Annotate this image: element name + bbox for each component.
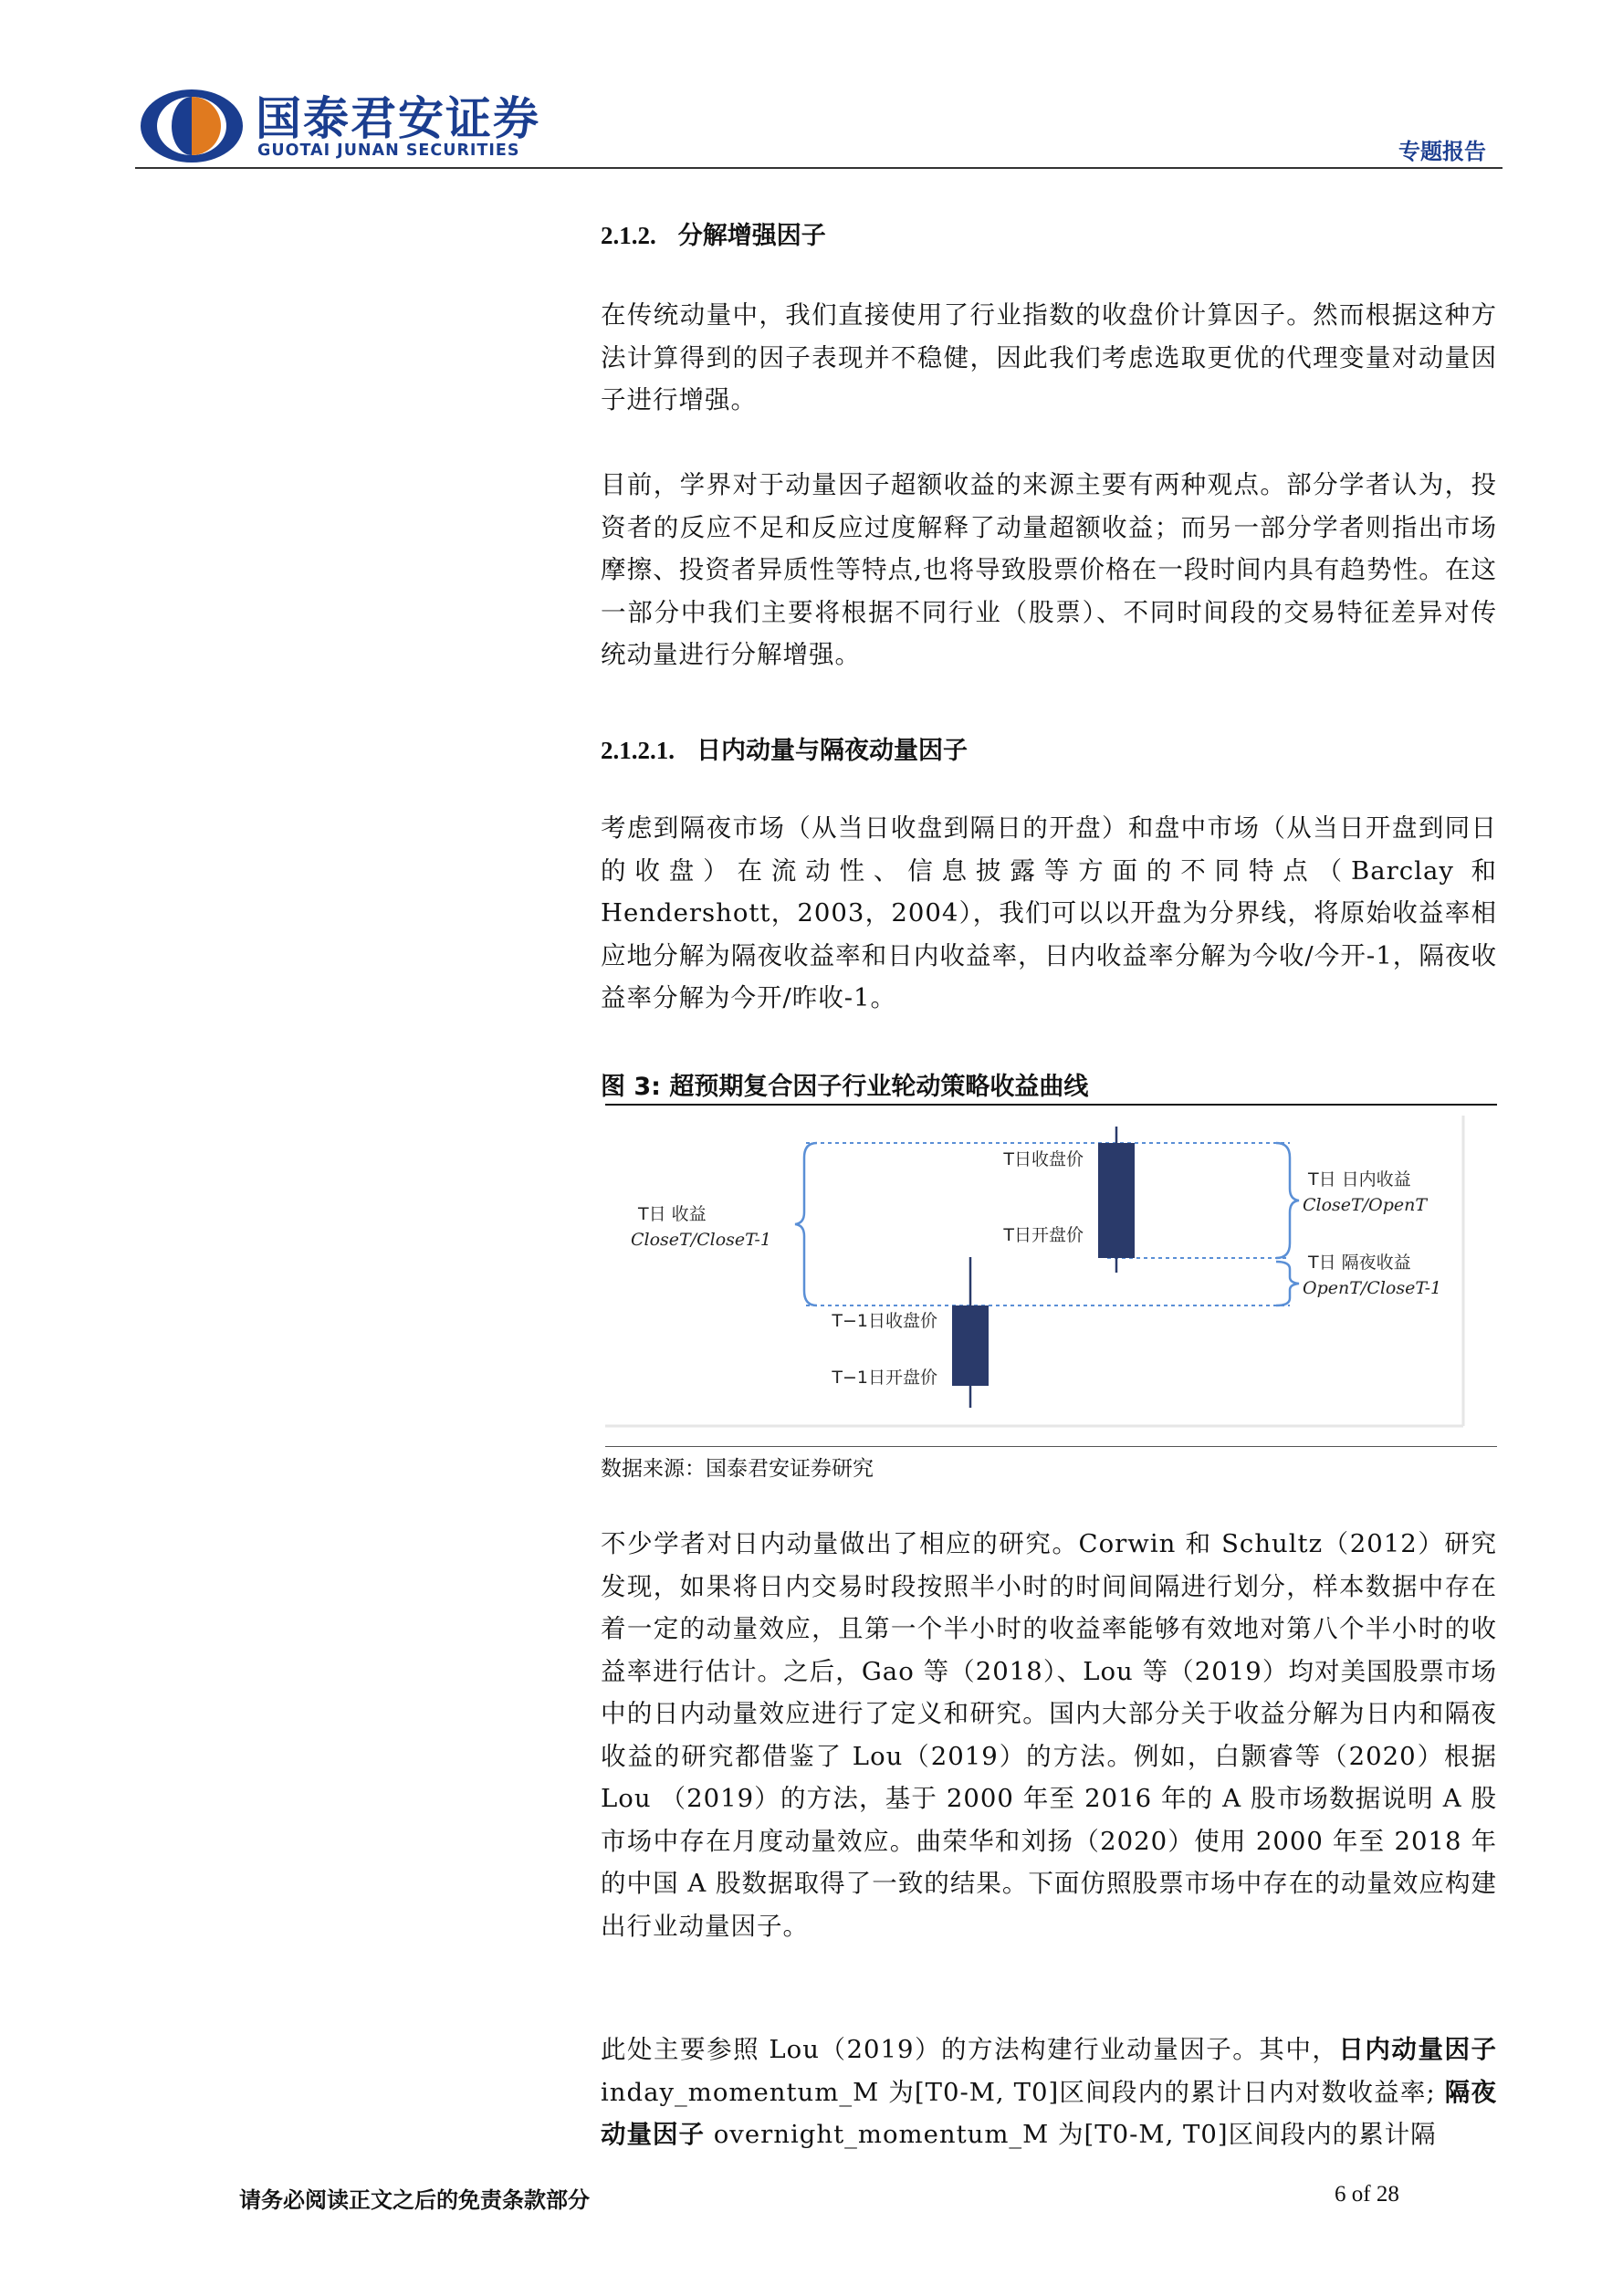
company-logo (137, 84, 593, 168)
intraday-factor-term: 日内动量因子 (1338, 2035, 1497, 2064)
report-type: 专题报告 (1398, 139, 1486, 164)
body-paragraph-2 (601, 2029, 1497, 2156)
section-title: 分解增强因子 (677, 222, 826, 250)
subsection-number: 2.1.2.1. (601, 737, 675, 764)
candle-t-body (1098, 1143, 1135, 1258)
label-overnight-title: T日 隔夜收益 (1308, 1253, 1411, 1273)
figure-top-rule (605, 1104, 1497, 1106)
label-t-return-title: T日 收益 (638, 1204, 707, 1224)
subsection-paragraph-1: 考虑到隔夜市场（从当日收盘到隔日的开盘）和盘中市场（从当日开盘到同日的收盘）在流动性、信息披露等方面的不同特点（Barclay 和 Hendershott，2003，2004），我们可以以开盘为分界线，将原始收益率相应地分解为隔夜收益率和日内收益率，日内收益率分解为今收/今开-1，隔夜收益率分解为今开/昨收-1。 (601, 813, 1497, 1012)
subsection-heading (601, 730, 1497, 766)
section-paragraph-1: 在传统动量中，我们直接使用了行业指数的收盘价计算因子。然而根据这种方法计算得到的因子表现并不稳健，因此我们考虑选取更优的代理变量对动量因子进行增强。 (601, 300, 1497, 414)
left-brace (795, 1143, 817, 1305)
label-overnight-formula: OpenT/CloseT-1 (1303, 1278, 1442, 1298)
overnight-factor-term: 隔夜动量因子 (601, 2077, 1497, 2149)
right-brace-intraday (1276, 1143, 1299, 1258)
label-intraday-title: T日 日内收益 (1308, 1169, 1411, 1190)
candle-t1-body (952, 1305, 989, 1386)
candlestick-diagram (605, 1116, 1482, 1435)
subsection-title: 日内动量与隔夜动量因子 (696, 737, 968, 765)
label-t-open: T日开盘价 (1003, 1225, 1084, 1245)
logo-mark-icon (137, 84, 246, 168)
company-name-cn: 国泰君安证券 (256, 92, 540, 145)
header-divider (135, 167, 1503, 169)
footer-disclaimer: 请务必阅读正文之后的免责条款部分 (239, 2187, 590, 2213)
figure-title: 图 3: 超预期复合因子行业轮动策略收益曲线 (601, 1073, 1089, 1101)
section-number: 2.1.2. (601, 222, 656, 249)
section-heading (601, 215, 1497, 251)
label-intraday-formula: CloseT/OpenT (1303, 1195, 1428, 1215)
figure-bottom-rule (605, 1446, 1497, 1447)
body-paragraph-2-part-a: 此处主要参照 Lou（2019）的方法构建行业动量因子。其中， (601, 2035, 1339, 2064)
body-paragraph-2-part-c: inday_momentum_M 为[T0-M, T0]区间段内的累计日内对数收益率; (601, 2077, 1445, 2107)
company-name-en: GUOTAI JUNAN SECURITIES (257, 142, 520, 160)
body-paragraph-1: 不少学者对日内动量做出了相应的研究。Corwin 和 Schultz（2012）研究发现，如果将日内交易时段按照半小时的时间间隔进行划分，样本数据中存在着一定的动量效应，且第一个半小时的收益率能够有效地对第八个半小时的收益率进行估计。之后，Gao 等（2018）、Lou 等（2019）均对美国股票市场中的日内动量效应进行了定义和研究。国内大部分关于收益分解为日内和隔夜收益的研究都借鉴了 Lou（2019）的方法。例如，白颢睿等（2020）根据 Lou （2019）的方法，基于 2000 年至 2016 年的 A 股市场数据说明 A 股市场中存在月度动量效应。曲荣华和刘扬（2020）使用 2000 年至 2018 年的中国 A 股数据取得了一致的结果。下面仿照股票市场中存在的动量效应构建出行业动量因子。 (601, 1529, 1497, 1941)
page-number: 6 of 28 (1335, 2182, 1399, 2207)
right-brace-overnight (1276, 1262, 1299, 1305)
label-t1-close: T−1日收盘价 (832, 1311, 937, 1331)
label-t-return-formula: CloseT/CloseT-1 (631, 1230, 771, 1250)
body-paragraph-2-part-d: overnight_momentum_M 为[T0-M, T0]区间段内的累计隔 (705, 2120, 1437, 2149)
label-t1-open: T−1日开盘价 (832, 1368, 937, 1388)
figure-source: 数据来源：国泰君安证券研究 (601, 1457, 874, 1481)
label-t-close: T日收盘价 (1003, 1149, 1084, 1169)
section-paragraph-2: 目前，学界对于动量因子超额收益的来源主要有两种观点。部分学者认为，投资者的反应不足和反应过度解释了动量超额收益；而另一部分学者则指出市场摩擦、投资者异质性等特点,也将导致股票价格在一段时间内具有趋势性。在这一部分中我们主要将根据不同行业（股票）、不同时间段的交易特征差异对传统动量进行分解增强。 (601, 470, 1497, 669)
